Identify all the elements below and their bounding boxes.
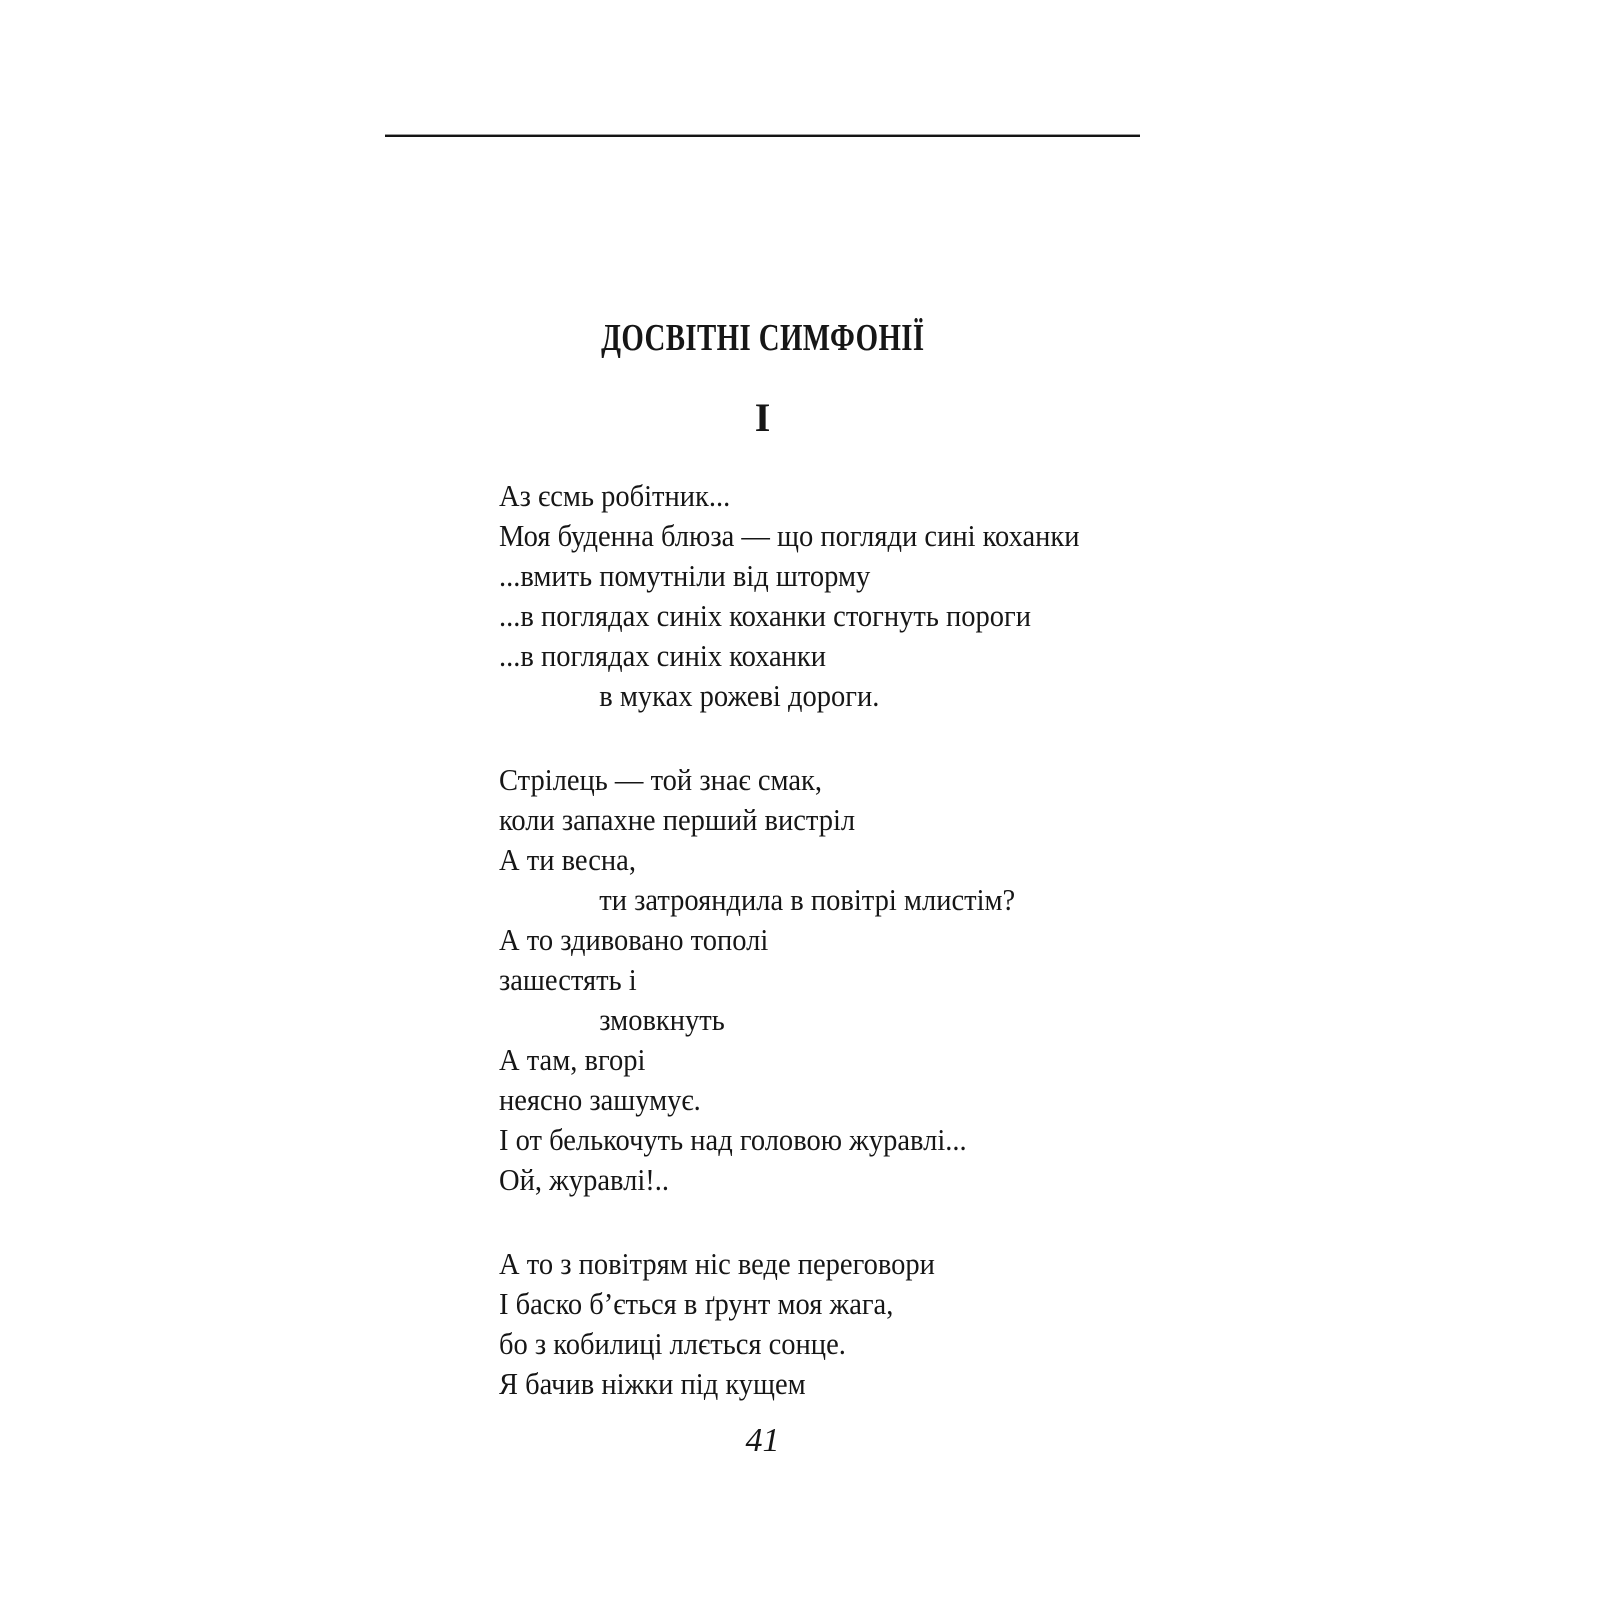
poem-line: бо з кобилиці ллється сонце. [499,1326,846,1361]
poem [499,476,1080,1404]
poem-line: ...вмить помутніли від шторму [499,558,871,593]
poem-line: Стрілець — той знає смак, [499,762,823,797]
poem-title [385,318,1140,358]
poem-line: А ти весна, [499,842,636,877]
poem-line: коли запахне перший вистріл [499,802,856,837]
poem-line: І баско б’ється в ґрунт моя жага, [499,1286,894,1321]
poem-line: ...в поглядах синіх коханки [499,638,827,673]
poem-line: в муках рожеві дороги. [599,678,880,713]
poem-line: Я бачив ніжки під кущем [499,1366,806,1401]
poem-title-text: ДОСВІТНІ СИМФОНІЇ [600,317,925,359]
poem-line: ти затрояндила в повітрі млистім? [599,882,1016,917]
stanza [499,476,1080,716]
poem-line: А там, вгорі [499,1042,646,1077]
poem-line: І от белькочуть над головою журавлі... [499,1122,967,1157]
poem-line: неясно зашумує. [499,1082,701,1117]
poem-line: Моя буденна блюза — що погляди сині коханки [499,518,1080,553]
poem-line: Ой, журавлі!.. [499,1162,670,1197]
poem-line: зашестять і [499,962,637,997]
page-number: 41 [745,1422,780,1459]
stanza [499,1244,1080,1404]
stanza [499,760,1080,1200]
header-rule [385,134,1140,137]
poem-line: Аз єсмь робітник... [499,478,731,513]
poem-line: А то з повітрям ніс веде переговори [499,1246,935,1281]
section-number: I [754,395,771,440]
poem-line: змовкнуть [599,1002,725,1037]
poem-line: ...в поглядах синіх коханки стогнуть пороги [499,598,1032,633]
poem-line: А то здивовано тополі [499,922,769,957]
